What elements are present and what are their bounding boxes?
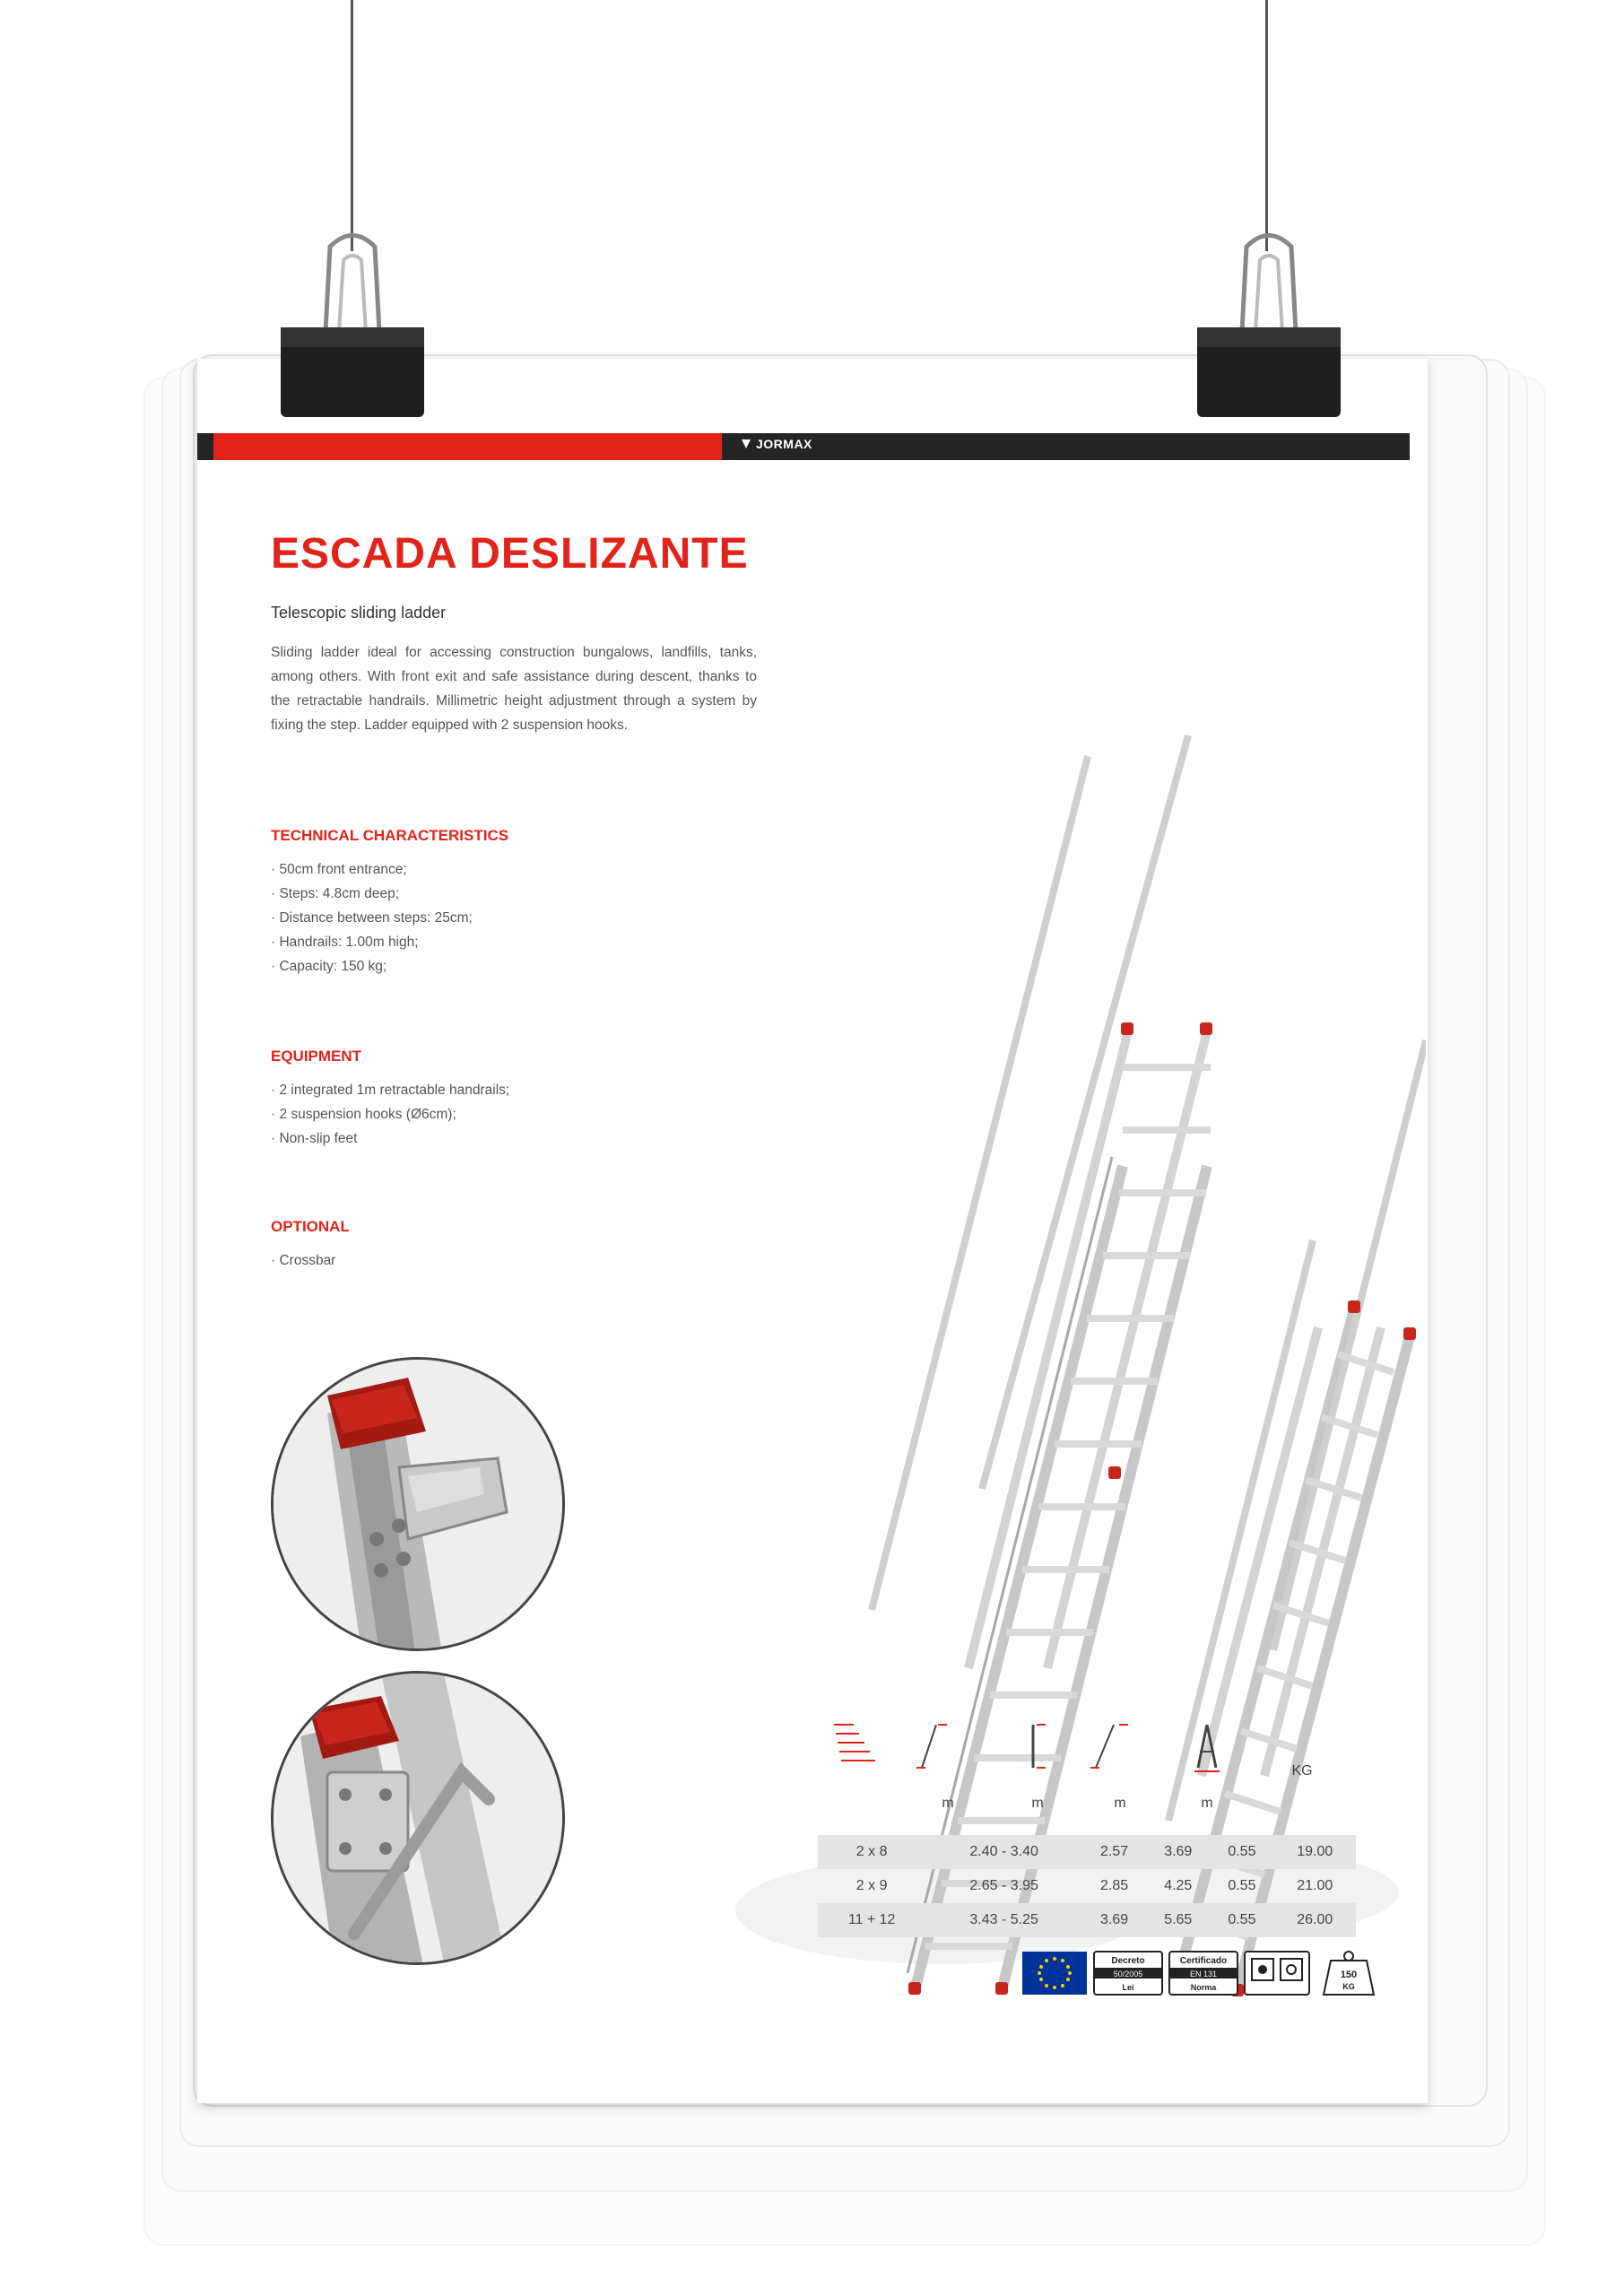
table-row xyxy=(818,1903,1356,1937)
unit-label: m xyxy=(1201,1796,1213,1811)
binder-clip-icon xyxy=(276,229,429,426)
table-cell: 4.25 xyxy=(1164,1878,1193,1893)
weight-icon xyxy=(1324,1952,1374,1995)
table-cell: 2.40 - 3.40 xyxy=(925,1835,1082,1869)
table-row xyxy=(818,1869,1356,1903)
kg-label: KG xyxy=(1291,1763,1313,1779)
list-item: · Steps: 4.8cm deep; xyxy=(271,886,400,901)
decreto-number: 50/2005 xyxy=(1113,1970,1143,1979)
table-row xyxy=(818,1835,1356,1869)
list-item: · Capacity: 150 kg; xyxy=(271,959,387,974)
top-bar-accent xyxy=(213,433,722,460)
eu-flag-icon xyxy=(1022,1952,1087,1995)
spec-table xyxy=(818,1835,1356,1937)
table-cell: 3.43 - 5.25 xyxy=(925,1903,1082,1937)
decreto-badge xyxy=(1094,1952,1162,1995)
certificado-badge xyxy=(1169,1952,1238,1995)
ladder-extended-icon xyxy=(1090,1725,1128,1768)
detail-image-bracket xyxy=(271,1671,565,1965)
ladder-closed-icon xyxy=(1033,1725,1046,1768)
ladder-width-icon xyxy=(1194,1725,1220,1771)
product-title: ESCADA DESLIZANTE xyxy=(271,530,749,578)
unit-label: m xyxy=(942,1796,954,1811)
table-cell: 0.55 xyxy=(1228,1878,1256,1893)
decreto-law: Lei xyxy=(1122,1983,1134,1992)
hanging-wire xyxy=(351,0,353,251)
certificado-label: Certificado xyxy=(1179,1956,1228,1966)
hanging-wire xyxy=(1265,0,1268,251)
list-item: · Crossbar xyxy=(271,1253,336,1268)
binder-clip-icon xyxy=(1193,229,1345,426)
table-cell: 2.85 xyxy=(1100,1878,1129,1893)
list-item: · 2 integrated 1m retractable handrails; xyxy=(271,1083,510,1098)
list-item: · 50cm front entrance; xyxy=(271,862,407,877)
ladder-height-icon xyxy=(916,1725,947,1768)
decreto-label: Decreto xyxy=(1111,1956,1145,1966)
table-cell: 0.55 xyxy=(1210,1903,1273,1937)
top-bar xyxy=(197,433,1410,460)
capacity-value: 150 xyxy=(1340,1970,1358,1980)
table-cell: 3.69 xyxy=(1082,1903,1146,1937)
steps-icon xyxy=(834,1725,875,1761)
optional-list xyxy=(271,1248,335,1273)
table-cell: 2.65 - 3.95 xyxy=(969,1878,1038,1893)
safety-icons xyxy=(1245,1952,1309,1995)
brand-mark-icon xyxy=(740,438,752,450)
product-description: Sliding ladder ideal for accessing construction bungalows, landfills, tanks, among others. With front exit and safe assistance during descent, thanks to the retractable handrails. Millimetric height adjustment through a system by fixing the step. Ladder equipped with 2 suspension hooks. xyxy=(271,645,757,733)
table-cell: 5.65 xyxy=(1146,1903,1210,1937)
unit-label: m xyxy=(1114,1796,1126,1811)
certification-badges xyxy=(1022,1948,1399,1998)
table-cell: 2.57 xyxy=(1082,1835,1146,1869)
table-cell: 21.00 xyxy=(1297,1878,1333,1893)
product-sheet xyxy=(197,359,1428,2103)
technical-list xyxy=(271,857,473,978)
table-cell: 0.55 xyxy=(1210,1835,1273,1869)
equipment-list xyxy=(271,1078,509,1151)
technical-heading: TECHNICAL CHARACTERISTICS xyxy=(271,827,509,844)
brand-logo xyxy=(740,437,812,451)
table-cell: 2 x 9 xyxy=(855,1878,888,1893)
product-subtitle: Telescopic sliding ladder xyxy=(271,604,447,622)
list-item: · Distance between steps: 25cm; xyxy=(271,910,473,926)
unit-label: m xyxy=(1031,1796,1044,1811)
equipment-heading: EQUIPMENT xyxy=(271,1048,362,1065)
table-cell: 11 + 12 xyxy=(818,1903,925,1937)
list-item: · Handrails: 1.00m high; xyxy=(271,935,419,950)
detail-image-hook xyxy=(271,1357,565,1651)
certificado-type: Norma xyxy=(1190,1983,1217,1992)
certificado-norm: EN 131 xyxy=(1189,1970,1218,1979)
list-item: · Non-slip feet xyxy=(271,1131,358,1146)
capacity-unit: KG xyxy=(1342,1982,1355,1991)
table-cell: 2 x 8 xyxy=(818,1835,925,1869)
brand-name: JORMAX xyxy=(756,437,812,451)
table-cell: 19.00 xyxy=(1273,1835,1356,1869)
table-cell: 26.00 xyxy=(1273,1903,1356,1937)
spec-icons xyxy=(818,1716,1356,1823)
optional-heading: OPTIONAL xyxy=(271,1218,350,1235)
list-item: · 2 suspension hooks (Ø6cm); xyxy=(271,1107,456,1122)
table-cell: 3.69 xyxy=(1146,1835,1210,1869)
